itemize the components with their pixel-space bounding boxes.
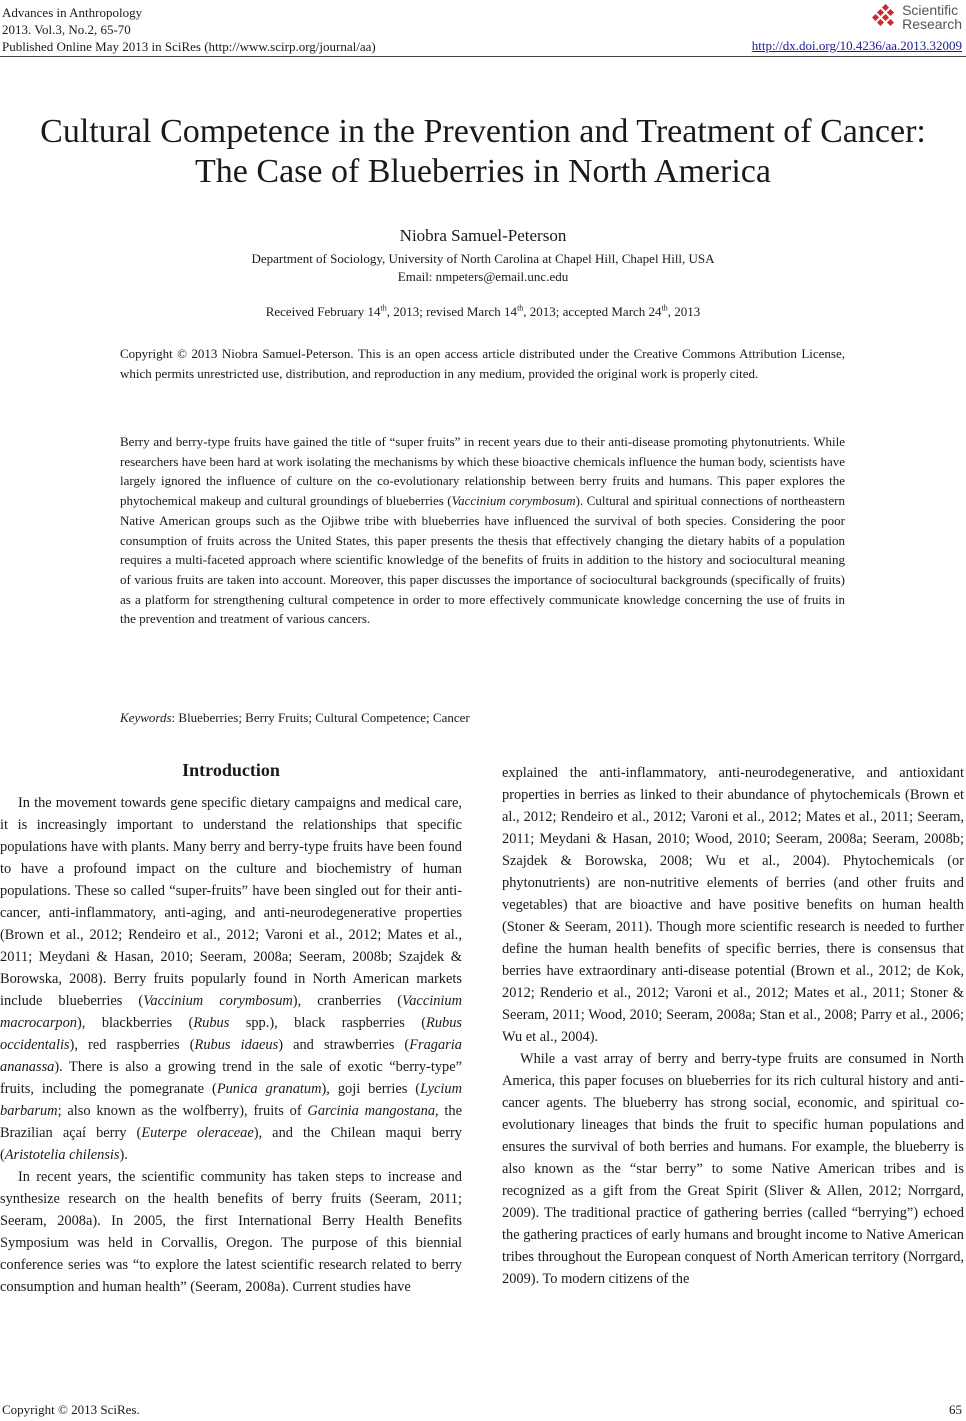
- body-text: In the movement towards gene specific dietary campaigns and medical care, it is increasingly important to understand the relationships that specific populations have with plants. Many berry and berry-type fruits have been found to have a profound impact on the culture and biochemistry of human populations. These so called “super-fruits” have been singled out for their anti-cancer, anti-inflammatory, anti-aging, and anti-neurodegenerative properties (Brown et al., 2012; Rendeiro et al., 2012; Varoni et al., 2012; Mates et al., 2011; Meydani & Hasan, 2010; Seeram, 2008a; Seeram, 2008b; Szajdek & Borowska, 2008). Berry fruits popularly found in North American markets include blueberries (: [0, 795, 462, 1009]
- abstract-text: ). Cultural and spiritual connections of northeastern Native American groups such as the Ojibwe tribe with blueberries have influenced the survival of both species. Considering the poor consumption of fruits across the United States, this paper presents the thesis that effectively changing the dietary habits of a population requires a multi-faceted approach where scientific knowledge of the benefits of fruits in addition to the history and sociocultural meaning of various fruits are taken into account. Moreover, this paper discusses the importance of sociocultural backgrounds (specifically of fruits) as a platform for strengthening cultural competence in order to more effectively communicate knowledge concerning the use of fruits in the prevention and treatment of various cancers.: [120, 493, 846, 627]
- body-text: spp.), black raspberries (: [229, 1015, 427, 1031]
- body-text: ), blackberries (: [77, 1015, 194, 1031]
- species-name: Vaccinium macrocarpon: [0, 993, 462, 1031]
- species-name: Euterpe oleraceae: [141, 1125, 254, 1141]
- article-title: [0, 112, 966, 192]
- logo-line-2: Research: [902, 16, 962, 32]
- body-text: ), cranberries (: [292, 993, 403, 1009]
- journal-volume: 2013. Vol.3, No.2, 65-70: [2, 22, 131, 37]
- species-name: Lycium barbarum: [0, 1081, 463, 1119]
- date-suffix: th: [517, 303, 524, 313]
- body-text: ), and the Chilean maqui berry (: [0, 1125, 462, 1163]
- received-date: Received February 14: [265, 304, 381, 319]
- publisher-header: [752, 0, 962, 54]
- section-heading: Introduction: [182, 760, 280, 780]
- species-name: Garcinia mangostana: [307, 1103, 436, 1119]
- date-suffix: th: [380, 303, 387, 313]
- species-name: Vaccinium corymbosum: [143, 993, 293, 1009]
- body-text: ). There is also a growing trend in the sale of exotic “berry-type” fruits, including the pomegranate (: [0, 1059, 462, 1097]
- author-email: Email: nmpeters@email.unc.edu: [397, 269, 569, 284]
- species-name: Fragaria ananassa: [0, 1037, 462, 1075]
- paragraph: In recent years, the scientific community has taken steps to increase and synthesize research on the health benefits of berry fruits (Seeram, 2011; Seeram, 2008a). In 2005, the first International Berry Health Benefits Symposium was held in Corvallis, Oregon. The purpose of this biennial conference series was “to explore the latest scientific research related to berry consumption and human health” (Seeram, 2008a). Current studies have: [0, 1169, 462, 1295]
- page-number: 65: [949, 1402, 962, 1417]
- body-text: , the Brazilian açaí berry (: [0, 1103, 462, 1141]
- keywords: [120, 708, 845, 728]
- logo-line-1: Scientific: [902, 2, 959, 18]
- publisher-logo: [752, 0, 962, 34]
- paragraph: [0, 792, 462, 1166]
- species-name: Punica granatum: [216, 1081, 322, 1097]
- body-text: ).: [119, 1147, 128, 1163]
- paragraph: explained the anti-inflammatory, anti-neurodegenerative, and antioxidant properties in berries as linked to their abundance of phytochemicals (Brown et al., 2012; Rendeiro et al., 2012; Varoni et al., 2012; Mates et al., 2011; Seeram, 2011; Meydani & Hasan, 2010; Wood, 2010; Seeram, 2008a; Seeram, 2008b; Szajdek & Borowska, 2008; Wu et al., 2004). Phytochemicals (or phytonutrients) are non-nutritive elements of berries (and other fruits and vegetables) that are bioactive and have positive benefits on human health (Stoner & Seeram, 2011). Though more scientific research is needed to further define the human health benefits of specific berries, there is consensus that berries have extraordinary anti-disease potential (Brown et al., 2012; de Kok, 2012; Renderio et al., 2012; Varoni et al., 2012; Mates et al., 2011; Stoner & Seeram, 2011; Wood, 2010; Seeram, 2008a; Stan et al., 2008; Parry et al., 2006; Wu et al., 2004).: [502, 765, 964, 1045]
- header-divider: [0, 56, 966, 57]
- copyright-notice: Copyright © 2013 Niobra Samuel-Peterson. This is an open access article distributed under the Creative Commons Attribution License, which permits unrestricted use, distribution, and reproduction in any medium, provided the original work is properly cited.: [120, 346, 845, 381]
- body-text: ), red raspberries (: [69, 1037, 195, 1053]
- abstract: [120, 432, 845, 629]
- publication-info: Published Online May 2013 in SciRes (http://www.scirp.org/journal/aa): [2, 39, 376, 54]
- doi-link[interactable]: http://dx.doi.org/10.4236/aa.2013.32009: [751, 38, 962, 53]
- date-year: , 2013: [667, 304, 701, 319]
- species-name: Rubus idaeus: [194, 1037, 279, 1053]
- species-name: Rubus: [193, 1015, 230, 1031]
- keywords-list: : Blueberries; Berry Fruits; Cultural Competence; Cancer: [171, 710, 470, 725]
- date-suffix: th: [661, 303, 668, 313]
- left-column: [0, 792, 462, 1298]
- article-dates: [0, 304, 966, 320]
- journal-name: Advances in Anthropology: [2, 5, 143, 20]
- species-name: Aristotelia chilensis: [4, 1147, 120, 1163]
- revised-date: , 2013; revised March 14: [386, 304, 518, 319]
- abstract-text: Berry and berry-type fruits have gained the title of “super fruits” in recent years due to their anti-disease promoting phytonutrients. While researchers have been hard at work isolating the mechanisms by which these bioactive chemicals influence the human body, scientists have largely ignored the influence of culture on the co-evolutionary relationship between berry fruits and humans. This paper explores the phytochemical makeup and cultural groundings of blueberries (: [120, 434, 845, 509]
- affiliation-text: Department of Sociology, University of North Carolina at Chapel Hill, Chapel Hill, USA: [251, 251, 715, 266]
- footer-copyright: Copyright © 2013 SciRes.: [2, 1402, 140, 1417]
- title-line-1: Cultural Competence in the Prevention and Treatment of Cancer:: [40, 113, 926, 150]
- logo-text: [902, 3, 962, 31]
- author-name: Niobra Samuel-Peterson: [399, 226, 567, 245]
- accepted-date: , 2013; accepted March 24: [523, 304, 662, 319]
- paragraph: While a vast array of berry and berry-type fruits are consumed in North America, this paper focuses on blueberries for its rich cultural history and anti-cancer agents. The blueberry has strong social, economic, and spiritual co-evolutionary lineages that binds the fruit to specific human populations and ensures the survival of both berries and humans. For example, the blueberry is also known as the “star berry” to some Native American tribes and is recognized as a gift from the Great Spirit (Sliver & Allen, 2012; Norrgard, 2009). The traditional practice of gathering berries (called “berrying”) echoed the gathering practices of early humans and brought income to Native American tribes throughout the European conquest of North American territory (Norrgard, 2009). To modern citizens of the: [502, 1051, 964, 1287]
- journal-header: [2, 4, 376, 55]
- body-text: ) and strawberries (: [278, 1037, 410, 1053]
- author-affiliation: [0, 250, 966, 286]
- right-column: [502, 762, 964, 1290]
- keywords-label: Keywords: [120, 710, 172, 725]
- body-text: ), goji berries (: [321, 1081, 421, 1097]
- body-text: ; also known as the wolfberry), fruits of: [57, 1103, 308, 1119]
- species-name: Rubus occidentalis: [0, 1015, 463, 1053]
- scirp-logo-icon: [872, 4, 898, 30]
- title-line-2: The Case of Blueberries in North America: [195, 153, 771, 190]
- species-name: Vaccinium corymbosum: [451, 493, 576, 509]
